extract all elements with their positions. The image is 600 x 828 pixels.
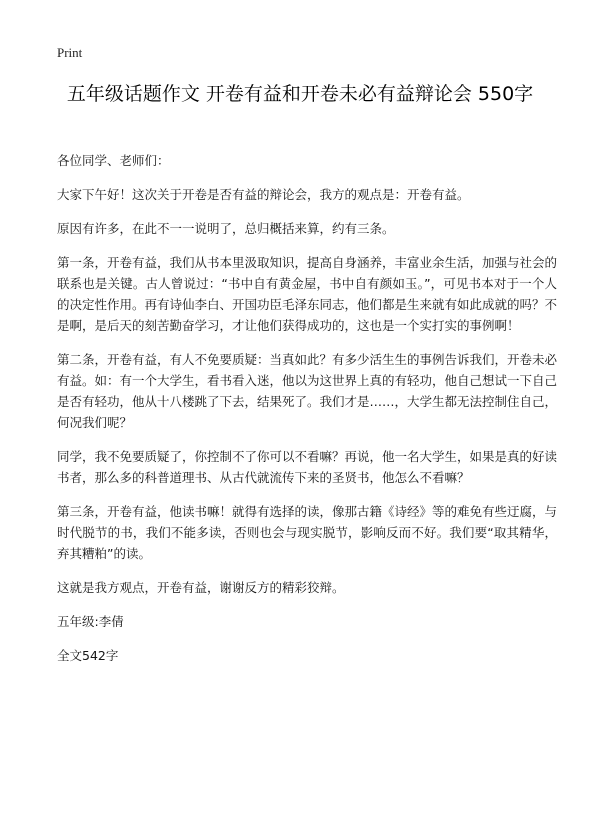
paragraph-closing: 这就是我方观点，开卷有益，谢谢反方的精彩狡辩。 [57, 580, 345, 595]
paragraph-opening: 大家下午好！这次关于开卷是否有益的辩论会，我方的观点是：开卷有益。 [57, 187, 470, 202]
article-title: 五年级话题作文 开卷有益和开卷未必有益辩论会 550字 [66, 83, 534, 105]
article-body [57, 150, 557, 679]
author-line: 五年级:李倩 [57, 614, 124, 629]
paragraph-second-point: 第二条，开卷有益，有人不免要质疑：当真如此？有多少活生生的事例告诉我们，开卷未必有益。如：有一个大学生，看书看入迷，他以为这世界上真的有轻功，他自己想试一下自己是否有轻功，他从十八楼跳了下去，结果死了。我们才是……，大学生都无法控制住自己，何况我们呢？ [57, 352, 558, 430]
word-count: 全文542字 [57, 648, 119, 663]
paragraph-rebuttal: 同学，我不免要质疑了，你控制不了你可以不看嘛？再说，他一名大学生，如果是真的好读书者，那么多的科普道理书、从古代就流传下来的圣贤书，他怎么不看嘛？ [57, 449, 558, 485]
paragraph-greeting: 各位同学、老师们： [57, 153, 170, 168]
paragraph-reasons-intro: 原因有许多，在此不一一说明了，总归概括来算，约有三条。 [57, 221, 395, 236]
print-link[interactable]: Print [57, 45, 83, 60]
paragraph-first-point: 第一条，开卷有益，我们从书本里汲取知识，提高自身涵养，丰富业余生活，加强与社会的联系也是关键。古人曾说过：“书中自有黄金屋，书中自有颜如玉。”，可见书本对于一个人的决定性作用。再有诗仙李白、开国功臣毛泽东同志，他们都是生来就有如此成就的吗？不是啊，是后天的刻苦勤奋学习，才让他们获得成功的，这也是一个实打实的事例啊！ [57, 255, 558, 333]
paragraph-third-point: 第三条，开卷有益，他读书嘛！就得有选择的读，像那古籍《诗经》等的难免有些迂腐，与时代脱节的书，我们不能多读，否则也会与现实脱节，影响反而不好。我们要“取其精华，弃其糟粕”的读。 [57, 504, 558, 561]
